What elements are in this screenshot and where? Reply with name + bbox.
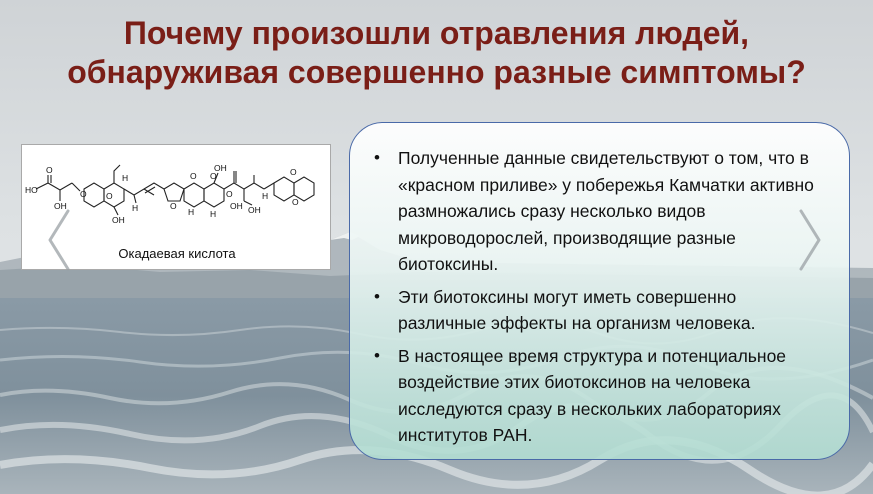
content-box (349, 122, 850, 460)
atom-label: H (188, 207, 195, 217)
atom-label: HO (25, 185, 38, 195)
next-slide-button[interactable] (795, 205, 825, 275)
bullet-list (372, 145, 819, 449)
atom-label: O (226, 189, 233, 199)
slide-title-line-1: Почему произошли отравления людей, (123, 15, 750, 51)
slide-title (20, 14, 853, 92)
chevron-right-icon (797, 207, 823, 273)
atom-label: O (190, 171, 197, 181)
atom-label: O (46, 165, 53, 175)
atom-label: OH (54, 201, 67, 211)
bullet-marker: • (374, 286, 380, 306)
prev-slide-button[interactable] (44, 205, 74, 275)
atom-label: O (292, 197, 299, 207)
atom-label: OH (112, 215, 125, 225)
atom-label: H (122, 173, 129, 183)
atom-label: OH (248, 205, 261, 215)
list-item (372, 343, 819, 449)
list-item (372, 145, 819, 278)
bullet-text: Полученные данные свидетельствуют о том, что в «красном приливе» у побережья Камчатки активно размножались сразу несколько видов микроводорослей, производящие разные биотоксины. (398, 148, 814, 274)
atom-label: H (210, 209, 217, 219)
atom-label: OH (230, 201, 243, 211)
atom-label: O (170, 201, 177, 211)
chevron-left-icon (46, 207, 72, 273)
slide-title-line-2: обнаруживая совершенно разные симптомы? (67, 54, 806, 90)
list-item (372, 284, 819, 337)
atom-label: O (290, 167, 297, 177)
atom-label: H (262, 191, 269, 201)
bullet-text: В настоящее время структура и потенциальное воздействие этих биотоксинов на человека исследуются сразу в нескольких лабораториях институтов РАН. (398, 345, 787, 445)
bullet-marker: • (374, 345, 380, 365)
bullet-text: Эти биотоксины могут иметь совершенно различные эффекты на организм человека. (398, 286, 756, 333)
bullet-marker: • (374, 148, 380, 167)
atom-label: H (132, 203, 139, 213)
figure-caption: Окадаевая кислота (118, 246, 236, 261)
atom-label: O (106, 191, 113, 201)
atom-label: O (80, 189, 87, 199)
atom-label: OH (214, 163, 227, 173)
atom-label: O (210, 171, 217, 181)
